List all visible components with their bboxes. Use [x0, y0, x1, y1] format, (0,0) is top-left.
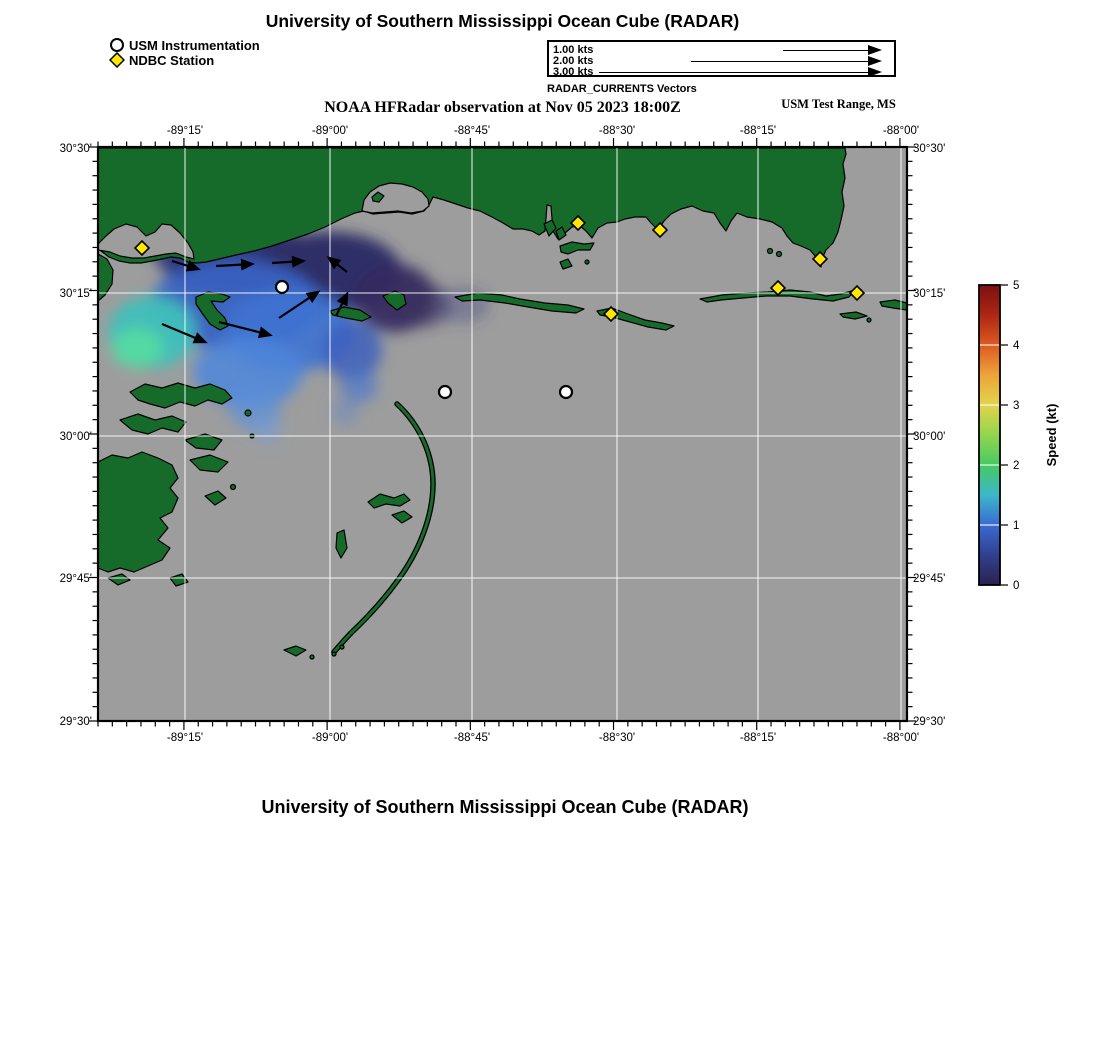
marsh-dot	[245, 410, 251, 416]
islet-dot	[867, 318, 871, 322]
vector-scale-row	[553, 56, 883, 67]
legend-label-ndbc: NDBC Station	[129, 52, 215, 68]
footer-title: University of Southern Mississippi Ocean Cube (RADAR)	[261, 797, 749, 817]
marsh-dot	[231, 485, 236, 490]
speed-blob	[111, 328, 163, 368]
vector-scale-caption: RADAR_CURRENTS Vectors	[547, 83, 697, 95]
lon-tick-label: -88°00'	[882, 125, 920, 137]
lat-tick-label: 30°00'	[913, 431, 946, 443]
scale-arrow-3kt	[599, 67, 881, 77]
lon-tick-label: -88°45'	[453, 125, 491, 137]
lon-tick-label: -89°15'	[166, 732, 204, 744]
lon-tick-label: -89°00'	[311, 732, 349, 744]
lat-tick-label: 30°15'	[913, 288, 946, 300]
colorbar-tick-label: 4	[1013, 340, 1020, 352]
islet-dot	[310, 655, 314, 659]
observation-subtitle: NOAA HFRadar observation at Nov 05 2023 18:00Z	[324, 99, 681, 116]
speed-blob	[254, 419, 282, 443]
lat-tick-label: 29°30'	[913, 716, 946, 728]
lon-tick-label: -88°00'	[882, 732, 920, 744]
colorbar-gradient	[979, 285, 1000, 585]
marsh-biloxi-main	[98, 452, 178, 572]
legend-label-usm: USM Instrumentation	[129, 37, 260, 53]
lon-tick-label: -88°30'	[598, 732, 636, 744]
lat-tick-label: 30°15'	[59, 288, 92, 300]
speed-blob	[348, 380, 376, 400]
lat-tick-label: 29°30'	[59, 716, 92, 728]
colorbar-tick-label: 0	[1013, 580, 1020, 592]
map-plot	[60, 125, 946, 744]
islet-dot	[332, 652, 336, 656]
colorbar-tick-label: 1	[1013, 520, 1020, 532]
islet-dot	[340, 645, 344, 649]
colorbar-title: Speed (kt)	[1044, 403, 1059, 467]
usm-circle-icon	[109, 37, 125, 53]
legend-item-ndbc	[109, 52, 214, 68]
usm-instrumentation-marker	[439, 386, 451, 398]
lat-tick-label: 30°30'	[913, 143, 946, 155]
vector-scale-row	[553, 45, 883, 56]
lat-tick-label: 29°45'	[913, 573, 946, 585]
lon-tick-label: -88°30'	[598, 125, 636, 137]
speed-blob	[331, 400, 359, 424]
lat-tick-label: 30°30'	[59, 143, 92, 155]
ndbc-diamond-icon	[109, 52, 125, 68]
colorbar-tick-label: 5	[1013, 280, 1020, 292]
colorbar	[979, 280, 1059, 592]
arrowhead-icon	[868, 45, 882, 55]
legend-item-usm	[109, 37, 260, 53]
region-label: USM Test Range, MS	[781, 97, 896, 111]
lat-tick-label: 29°45'	[59, 573, 92, 585]
islet-dot	[585, 260, 589, 264]
scale-arrow-2kt	[691, 56, 881, 66]
vector-scale-label: 1.00 kts	[553, 44, 594, 56]
colorbar-tick-label: 2	[1013, 460, 1020, 472]
lat-tick-label: 30°00'	[59, 431, 92, 443]
usm-instrumentation-marker	[560, 386, 572, 398]
vector-scale-row	[553, 67, 883, 78]
arrowhead-icon	[868, 56, 882, 66]
lon-tick-label: -89°00'	[311, 125, 349, 137]
colorbar-tick-label: 3	[1013, 400, 1020, 412]
lon-tick-label: -89°15'	[166, 125, 204, 137]
lon-tick-label: -88°15'	[739, 125, 777, 137]
vector-scale-label: 2.00 kts	[553, 55, 594, 67]
scale-arrow-1kt	[783, 45, 881, 55]
arrowhead-icon	[868, 67, 882, 77]
islet-dot	[777, 252, 782, 257]
page-title: University of Southern Mississippi Ocean Cube (RADAR)	[265, 11, 740, 31]
lon-tick-label: -88°15'	[739, 732, 777, 744]
vector-scale-label: 3.00 kts	[553, 66, 594, 78]
islet-dot	[768, 249, 773, 254]
usm-instrumentation-marker	[276, 281, 288, 293]
lon-tick-label: -88°45'	[453, 732, 491, 744]
vector-scale-box	[547, 40, 896, 77]
